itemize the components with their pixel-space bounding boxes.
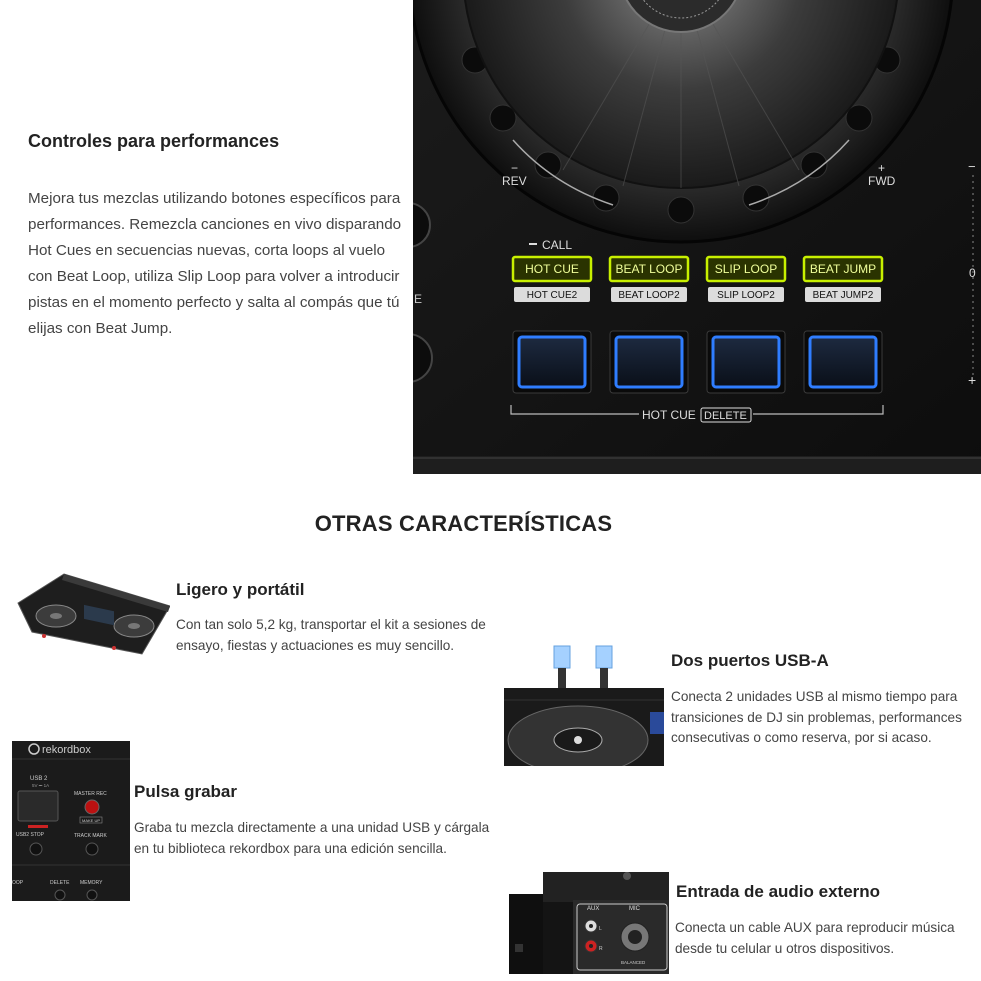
- mode-button-label: SLIP LOOP: [714, 262, 778, 276]
- mode-button-label: BEAT JUMP: [809, 262, 877, 276]
- memory-label: MEMORY: [80, 880, 103, 886]
- mode-button[interactable]: [804, 257, 882, 302]
- feature-title: Pulsa grabar: [134, 782, 237, 801]
- mode-button-sub-label: SLIP LOOP2: [717, 290, 775, 301]
- usb-ports-thumbnail: [504, 642, 664, 766]
- mode-button[interactable]: [707, 257, 785, 302]
- aux-l-label: L: [599, 926, 602, 932]
- hot-cue-pad[interactable]: [707, 331, 785, 393]
- tempo-minus: −: [968, 159, 976, 174]
- mode-button-sub-label: BEAT JUMP2: [812, 290, 874, 301]
- delete-label: DELETE: [50, 880, 70, 886]
- fwd-sign: +: [878, 161, 886, 175]
- aux-label: AUX: [587, 906, 600, 912]
- hot-cue-pad[interactable]: [804, 331, 882, 393]
- mode-button-sub-label: BEAT LOOP2: [618, 290, 680, 301]
- hot-cue-pad[interactable]: [610, 331, 688, 393]
- usb2-sub-label: 5V ⎓ 1A: [32, 783, 50, 788]
- mode-button-label: BEAT LOOP: [615, 262, 683, 276]
- feature-title: Ligero y portátil: [176, 580, 305, 599]
- side-letter: E: [414, 292, 423, 306]
- rev-label: REV: [502, 174, 527, 188]
- usb2-label: USB 2: [30, 776, 48, 782]
- track-mark-label: TRACK MARK: [74, 833, 107, 839]
- rekordbox-brand: rekordbox: [42, 744, 91, 756]
- controller-illustration: [413, 0, 981, 474]
- usb2-stop-label: USB2 STOP: [16, 832, 44, 838]
- feature-description: Conecta 2 unidades USB al mismo tiempo para transiciones de DJ sin problemas, performances consecutivas o como reserva, por si acaso.: [671, 689, 962, 745]
- hot-cue-section-label: HOT CUE: [642, 408, 696, 422]
- hot-cue-pad[interactable]: [513, 331, 591, 393]
- mode-button[interactable]: [610, 257, 688, 302]
- tempo-plus: +: [968, 372, 977, 388]
- delete-label: DELETE: [704, 410, 747, 422]
- master-rec-label: MASTER REC: [74, 791, 107, 797]
- tempo-zero: 0: [969, 266, 976, 280]
- feature-description: Graba tu mezcla directamente a una unidad USB y cárgala en tu biblioteca rekordbox para una edición sencilla.: [134, 820, 490, 856]
- rev-sign: −: [511, 161, 519, 175]
- rekordbox-thumbnail: [12, 741, 130, 901]
- mode-button-label: HOT CUE: [525, 262, 579, 276]
- call-label: CALL: [542, 238, 573, 252]
- feature-description: Con tan solo 5,2 kg, transportar el kit a sesiones de ensayo, fiestas y actuaciones es muy sencillo.: [176, 617, 486, 653]
- fwd-label: FWD: [868, 174, 896, 188]
- feature-title: Dos puertos USB-A: [671, 651, 829, 670]
- feature-description: Conecta un cable AUX para reproducir música desde tu celular u otros dispositivos.: [675, 920, 955, 956]
- other-features-title: OTRAS CARACTERÍSTICAS: [314, 511, 613, 536]
- mode-button-sub-label: HOT CUE2: [526, 290, 578, 301]
- performance-title: Controles para performances: [28, 131, 280, 151]
- mic-label: MIC: [629, 906, 640, 912]
- mode-button[interactable]: [513, 257, 591, 302]
- loop-label: OOP: [12, 880, 24, 886]
- feature-title: Entrada de audio externo: [676, 882, 881, 901]
- aux-input-thumbnail: [509, 864, 669, 974]
- controller-thumbnail: [14, 568, 170, 664]
- balanced-label: BALANCED: [621, 960, 646, 965]
- controller-hero-image: [413, 0, 981, 474]
- make-up-label: MAKE UP: [82, 818, 101, 823]
- aux-r-label: R: [599, 946, 603, 952]
- performance-description: Mejora tus mezclas utilizando botones específicos para performances. Remezcla canciones en vivo disparando Hot Cues en secuencias nuevas, corta loops al vuelo con Beat Loop, utiliza Slip Loop para volver a introducir pistas en el momento perfecto y salta al compás que tú elijas con Beat Jump.: [28, 190, 402, 337]
